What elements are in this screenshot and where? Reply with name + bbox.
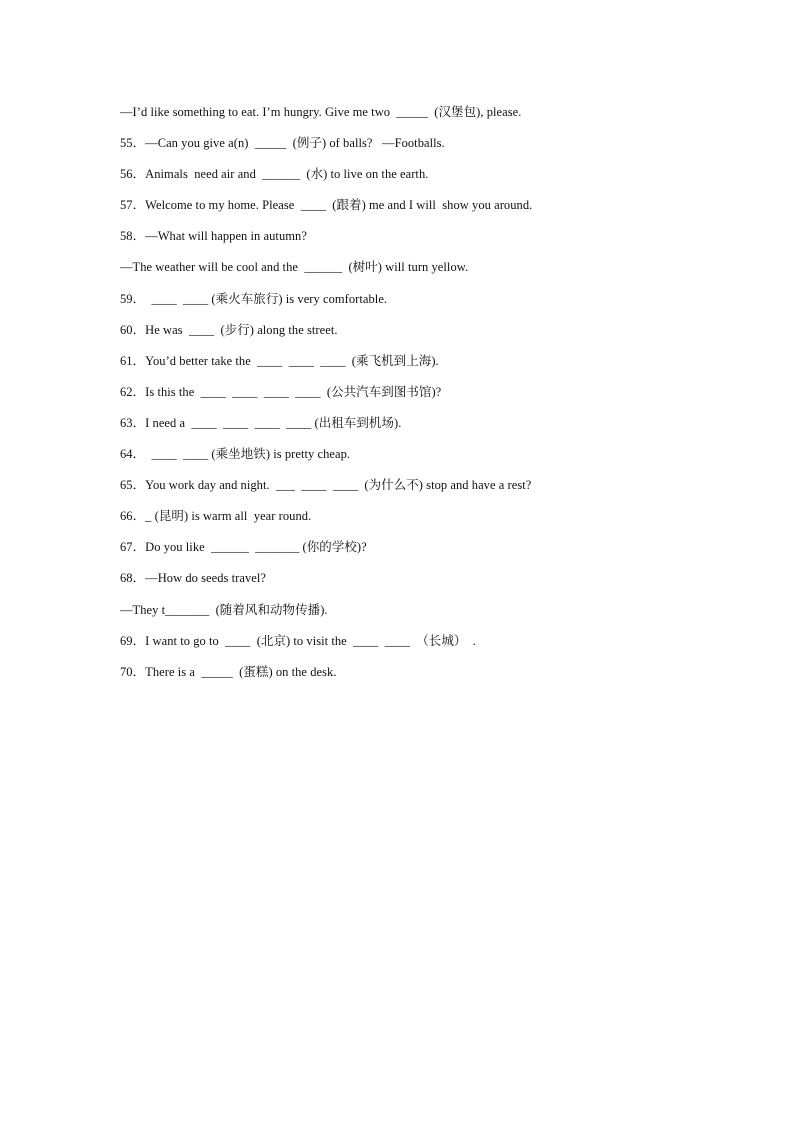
exercise-line-68: 68．—How do seeds travel? [120, 571, 266, 586]
exercise-line-54-continued: —I’d like something to eat. I’m hungry. Give me two _____ (汉堡包), please. [120, 105, 522, 119]
exercise-line-56: 56．Animals need air and ______ (水) to live on the earth. [120, 167, 429, 182]
exercise-line-55: 55．—Can you give a(n) _____ (例子) of balls? —Footballs. [120, 136, 445, 151]
exercise-line-64: 64． ____ ____ (乘坐地铁) is pretty cheap. [120, 447, 351, 462]
exercise-line-66: 66．_ (昆明) is warm all year round. [120, 509, 312, 524]
exercise-line-65: 65．You work day and night. ___ ____ ____ (为什么不) stop and have a rest? [120, 478, 532, 493]
exercise-line-68-continued: —They t_______ (随着风和动物传播). [120, 602, 328, 617]
exercise-list [120, 101, 720, 692]
exercise-line-67: 67．Do you like ______ _______ (你的学校)? [120, 540, 367, 555]
exercise-line-58-continued: —The weather will be cool and the ______ (树叶) will turn yellow. [120, 260, 469, 275]
exercise-line-60: 60．He was ____ (步行) along the street. [120, 322, 338, 337]
exercise-line-61: 61．You’d better take the ____ ____ ____ (乘飞机到上海). [120, 353, 439, 368]
exercise-line-70: 70．There is a _____ (蛋糕) on the desk. [120, 664, 337, 679]
exercise-line-58: 58．—What will happen in autumn? [120, 229, 307, 244]
exercise-line-63: 63．I need a ____ ____ ____ ____ (出租车到机场). [120, 415, 402, 430]
exercise-line-59: 59． ____ ____ (乘火车旅行) is very comfortable. [120, 291, 388, 306]
exercise-line-57: 57．Welcome to my home. Please ____ (跟着) me and I will show you around. [120, 198, 533, 213]
exercise-line-69: 69．I want to go to ____ (北京) to visit the ____ ____ （长城） . [120, 633, 476, 648]
exercise-line-62: 62．Is this the ____ ____ ____ ____ (公共汽车到图书馆)? [120, 384, 442, 399]
